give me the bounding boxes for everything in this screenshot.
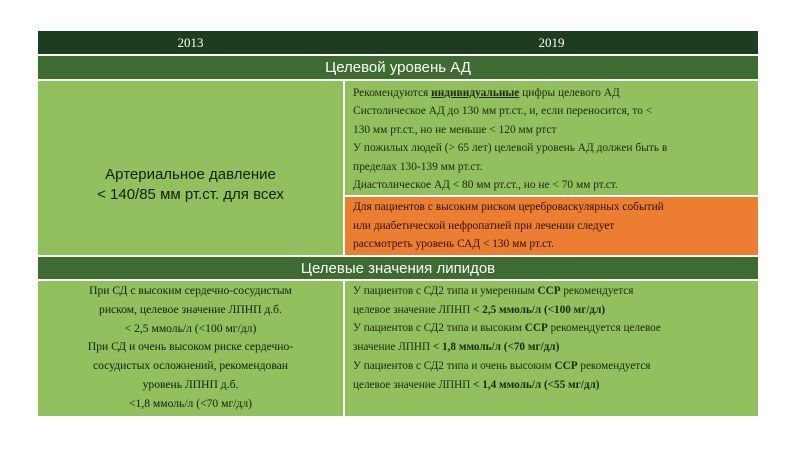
table-header-row bbox=[38, 31, 758, 54]
bp-2019-line: Диастолическое АД < 80 мм рт.ст., но не < 70 мм рт.ст. bbox=[353, 179, 618, 192]
lipids-2013-line: <1,8 ммоль/л (<70 мг/дл) bbox=[129, 396, 252, 410]
text-span: У пациентов с СД2 типа и высоким bbox=[353, 322, 525, 335]
lipids-2019-line bbox=[353, 376, 752, 395]
lipids-2019-line bbox=[353, 357, 752, 376]
text-span: рекомендуется bbox=[577, 359, 651, 372]
bp-2019-line: У пожилых людей (> 65 лет) целевой уровень АД должен быть в bbox=[353, 142, 668, 155]
bp-2013-line2: < 140/85 мм рт.ст. для всех bbox=[97, 186, 284, 203]
lipids-2019-cell bbox=[345, 281, 758, 416]
bp-intro-post: цифры целевого АД bbox=[519, 87, 620, 99]
lipids-2013-line: риском, целевое значение ЛПНП д.б. bbox=[99, 302, 282, 316]
lipids-2013-line: При СД и очень высоком риске сердечно- bbox=[87, 340, 294, 354]
text-span: целевое значение ЛПНП bbox=[353, 303, 474, 316]
bp-2019-cell bbox=[345, 81, 758, 195]
bp-2013-cell bbox=[38, 81, 343, 255]
lipids-2013-cell bbox=[38, 281, 343, 416]
text-span: У пациентов с СД2 типа и умеренным bbox=[353, 285, 538, 297]
lipids-2019-line bbox=[353, 319, 752, 338]
target-value: < 2,5 ммоль/л (<100 мг/дл) bbox=[473, 303, 606, 316]
lipids-2013-line: сосудистых осложнений, рекомендован bbox=[92, 359, 288, 373]
bp-intro-emphasis: индивидуальные bbox=[431, 87, 520, 99]
text-span: рекомендуется целевое bbox=[547, 322, 661, 335]
target-value: < 1,4 ммоль/л (<55 мг/дл) bbox=[473, 378, 600, 391]
ssr-term: ССР bbox=[524, 322, 548, 335]
target-value: < 1,8 ммоль/л (<70 мг/дл) bbox=[432, 341, 560, 354]
bp-2019-line: пределах 130-139 мм рт.ст. bbox=[353, 160, 483, 173]
text-span: У пациентов с СД2 типа и очень высоким bbox=[353, 359, 555, 372]
bp-2019-highlight-cell bbox=[345, 197, 758, 255]
lipids-2019-line bbox=[353, 338, 752, 357]
bp-2019-line: Систолическое АД до 130 мм рт.ст., и, если переносится, то < bbox=[353, 105, 653, 118]
highlight-line: рассмотреть уровень САД < 130 мм рт.ст. bbox=[353, 238, 554, 251]
lipids-2013-line: При СД с высоким сердечно-сосудистым bbox=[89, 284, 292, 297]
ssr-term: ССР bbox=[537, 285, 561, 297]
section-title-lipids: Целевые значения липидов bbox=[38, 257, 758, 279]
bp-2019-line: 130 мм рт.ст., но не меньше < 120 мм ртст bbox=[353, 123, 557, 136]
highlight-line: Для пациентов с высоким риском цереброваскулярных событий bbox=[353, 201, 664, 213]
bp-2013-text bbox=[38, 165, 343, 205]
lipids-2019-line bbox=[353, 282, 752, 301]
bp-2013-line1: Артериальное давление bbox=[105, 166, 276, 183]
text-span: рекомендуется bbox=[560, 285, 634, 297]
section-title-bp: Целевой уровень АД bbox=[38, 56, 758, 79]
lipids-2013-line: уровень ЛПНП д.б. bbox=[142, 377, 239, 391]
bp-2019-intro bbox=[353, 84, 752, 102]
text-span: значение ЛПНП bbox=[353, 341, 433, 354]
highlight-line: или диабетической нефропатией при лечении следует bbox=[353, 219, 615, 232]
bp-intro-pre: Рекомендуются bbox=[353, 87, 432, 99]
header-2019: 2019 bbox=[538, 35, 565, 50]
lipids-2019-line bbox=[353, 301, 752, 320]
ssr-term: ССР bbox=[554, 359, 578, 372]
header-2013: 2013 bbox=[177, 35, 204, 50]
lipids-2013-line: < 2,5 ммоль/л (<100 мг/дл) bbox=[124, 321, 257, 335]
text-span: целевое значение ЛПНП bbox=[353, 378, 474, 391]
